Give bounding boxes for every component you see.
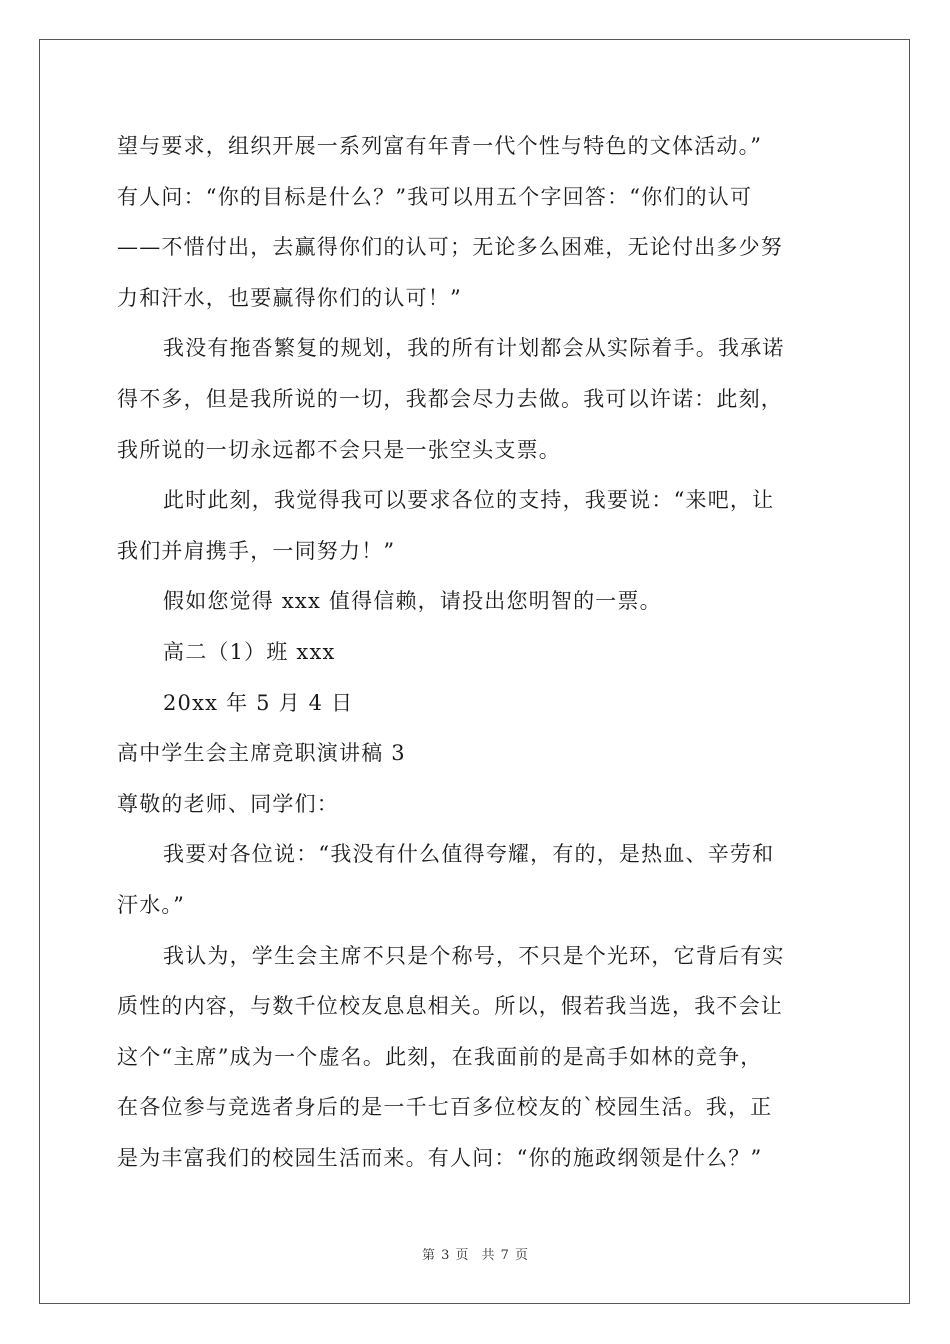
text-line: 质性的内容，与数千位校友息息相关。所以，假若我当选，我不会让 [117,994,783,1019]
text-line: 尊敬的老师、同学们： [117,791,339,816]
text-line: 汗水。” [117,892,186,917]
text-line: 我所说的一切永远都不会只是一张空头支票。 [117,437,561,462]
text-line: 得不多，但是我所说的一切，我都会尽力去做。我可以许诺：此刻， [117,386,783,411]
text-line: 是为丰富我们的校园生活而来。有人问：“你的施政纲领是什么？” [117,1145,763,1170]
text-line: 我认为，学生会主席不只是个称号，不只是个光环，它背后有实 [163,943,785,968]
text-line: 在各位参与竞选者身后的是一千七百多位校友的`校园生活。我，正 [117,1095,773,1120]
text-line: 高中学生会主席竞职演讲稿 3 [117,741,406,766]
text-line: 力和汗水，也要赢得你们的认可！” [117,285,462,310]
text-line: 这个“主席”成为一个虚名。此刻，在我面前的是高手如林的竞争， [117,1044,763,1069]
document-body [117,121,837,1183]
text-line: ——不惜付出，去赢得你们的认可；无论多么困难，无论付出多少努 [117,235,783,260]
text-line: 高二（1）班 xxx [163,639,336,664]
text-line: 假如您觉得 xxx 值得信赖，请投出您明智的一票。 [163,589,662,614]
text-line: 有人问：“你的目标是什么？”我可以用五个字回答：“你们的认可 [117,184,753,209]
text-line: 我没有拖沓繁复的规划，我的所有计划都会从实际着手。我承诺 [163,336,785,361]
text-line: 20xx 年 5 月 4 日 [163,690,354,715]
text-line: 此时此刻，我觉得我可以要求各位的支持，我要说：“来吧，让 [163,488,775,513]
page-footer: 第 3 页 共 7 页 [421,1248,529,1263]
text-line: 我要对各位说：“我没有什么值得夸耀，有的，是热血、辛劳和 [163,842,775,867]
text-line: 我们并肩携手，一同努力！” [117,538,396,563]
text-line: 望与要求，组织开展一系列富有年青一代个性与特色的文体活动。” [117,134,763,158]
